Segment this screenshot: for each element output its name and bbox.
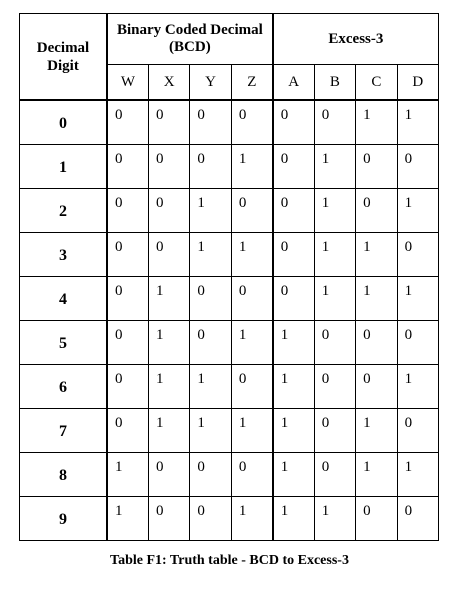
bcd-bit-cell: 0	[148, 100, 189, 144]
excess-3-bit-cell: 1	[356, 452, 397, 496]
bcd-bit-cell: 0	[231, 276, 272, 320]
excess-3-bit-cell: 1	[314, 232, 355, 276]
decimal-digit-cell: 5	[20, 320, 108, 364]
excess-3-bit-cell: 0	[273, 188, 314, 232]
bcd-bit-cell: 0	[148, 232, 189, 276]
bcd-bit-cell: 1	[190, 364, 231, 408]
bcd-bit-cell: 0	[148, 496, 189, 540]
excess-3-bit-cell: 1	[314, 144, 355, 188]
excess-3-bit-cell: 0	[356, 496, 397, 540]
bcd-bit-cell: 1	[231, 408, 272, 452]
excess-3-bit-cell: 0	[356, 364, 397, 408]
table-row	[20, 100, 439, 144]
bcd-bit-cell: 0	[107, 144, 148, 188]
bcd-bit-cell: 0	[190, 276, 231, 320]
bcd-bit-cell: 1	[190, 232, 231, 276]
header-col-a: A	[273, 65, 314, 101]
bcd-bit-cell: 1	[148, 276, 189, 320]
decimal-digit-cell: 9	[20, 496, 108, 540]
bcd-bit-cell: 0	[107, 100, 148, 144]
table-header	[20, 14, 439, 101]
excess-3-bit-cell: 1	[397, 188, 438, 232]
bcd-bit-cell: 1	[107, 452, 148, 496]
bcd-bit-cell: 0	[190, 144, 231, 188]
decimal-digit-cell: 4	[20, 276, 108, 320]
table-row	[20, 144, 439, 188]
bcd-bit-cell: 0	[107, 276, 148, 320]
bcd-bit-cell: 1	[231, 144, 272, 188]
bcd-bit-cell: 0	[148, 452, 189, 496]
excess-3-bit-cell: 0	[314, 408, 355, 452]
excess-3-bit-cell: 0	[397, 320, 438, 364]
bcd-bit-cell: 1	[231, 232, 272, 276]
table-row	[20, 232, 439, 276]
excess-3-bit-cell: 0	[397, 496, 438, 540]
bcd-bit-cell: 0	[107, 188, 148, 232]
header-col-y: Y	[190, 65, 231, 101]
excess-3-bit-cell: 0	[397, 408, 438, 452]
excess-3-bit-cell: 1	[356, 408, 397, 452]
bcd-bit-cell: 1	[148, 408, 189, 452]
excess-3-bit-cell: 0	[273, 144, 314, 188]
bcd-bit-cell: 0	[190, 100, 231, 144]
excess-3-bit-cell: 0	[314, 320, 355, 364]
header-col-c: C	[356, 65, 397, 101]
excess-3-bit-cell: 1	[273, 452, 314, 496]
header-col-d: D	[397, 65, 438, 101]
table-body	[20, 100, 439, 540]
excess-3-bit-cell: 0	[273, 276, 314, 320]
excess-3-bit-cell: 1	[356, 276, 397, 320]
excess-3-bit-cell: 0	[356, 144, 397, 188]
bcd-bit-cell: 0	[231, 364, 272, 408]
excess-3-bit-cell: 0	[314, 100, 355, 144]
excess-3-bit-cell: 1	[356, 100, 397, 144]
decimal-digit-cell: 0	[20, 100, 108, 144]
bcd-bit-cell: 0	[231, 188, 272, 232]
bcd-bit-cell: 1	[190, 188, 231, 232]
excess-3-bit-cell: 1	[314, 276, 355, 320]
truth-table	[19, 13, 439, 541]
header-group-excess-3: Excess-3	[273, 14, 439, 65]
bcd-bit-cell: 1	[148, 364, 189, 408]
decimal-digit-cell: 8	[20, 452, 108, 496]
header-decimal-digit: Decimal Digit	[20, 14, 108, 101]
table-caption: Table F1: Truth table - BCD to Excess-3	[110, 553, 349, 568]
table-row	[20, 364, 439, 408]
bcd-bit-cell: 0	[107, 364, 148, 408]
bcd-bit-cell: 1	[107, 496, 148, 540]
excess-3-bit-cell: 1	[273, 496, 314, 540]
excess-3-bit-cell: 0	[397, 144, 438, 188]
excess-3-bit-cell: 1	[397, 100, 438, 144]
bcd-bit-cell: 0	[231, 452, 272, 496]
excess-3-bit-cell: 0	[356, 320, 397, 364]
header-col-b: B	[314, 65, 355, 101]
header-group-bcd: Binary Coded Decimal (BCD)	[107, 14, 273, 65]
bcd-bit-cell: 0	[190, 320, 231, 364]
table-row	[20, 452, 439, 496]
bcd-bit-cell: 0	[107, 408, 148, 452]
decimal-digit-cell: 6	[20, 364, 108, 408]
excess-3-bit-cell: 1	[397, 452, 438, 496]
bcd-bit-cell: 0	[231, 100, 272, 144]
excess-3-bit-cell: 1	[397, 276, 438, 320]
bcd-bit-cell: 0	[148, 188, 189, 232]
bcd-bit-cell: 1	[231, 496, 272, 540]
excess-3-bit-cell: 1	[356, 232, 397, 276]
decimal-digit-cell: 2	[20, 188, 108, 232]
bcd-bit-cell: 1	[231, 320, 272, 364]
excess-3-bit-cell: 0	[273, 100, 314, 144]
excess-3-bit-cell: 1	[397, 364, 438, 408]
header-col-w: W	[107, 65, 148, 101]
excess-3-bit-cell: 0	[314, 452, 355, 496]
bcd-bit-cell: 0	[190, 452, 231, 496]
decimal-digit-cell: 1	[20, 144, 108, 188]
bcd-bit-cell: 0	[107, 232, 148, 276]
excess-3-bit-cell: 1	[273, 408, 314, 452]
decimal-digit-cell: 3	[20, 232, 108, 276]
table-row	[20, 188, 439, 232]
table-row	[20, 408, 439, 452]
bcd-bit-cell: 0	[148, 144, 189, 188]
excess-3-bit-cell: 1	[314, 496, 355, 540]
bcd-bit-cell: 1	[190, 408, 231, 452]
excess-3-bit-cell: 0	[314, 364, 355, 408]
bcd-bit-cell: 0	[107, 320, 148, 364]
header-col-x: X	[148, 65, 189, 101]
bcd-bit-cell: 1	[148, 320, 189, 364]
excess-3-bit-cell: 0	[356, 188, 397, 232]
excess-3-bit-cell: 1	[273, 320, 314, 364]
bcd-bit-cell: 0	[190, 496, 231, 540]
header-col-z: Z	[231, 65, 272, 101]
excess-3-bit-cell: 0	[397, 232, 438, 276]
decimal-digit-cell: 7	[20, 408, 108, 452]
table-row	[20, 496, 439, 540]
excess-3-bit-cell: 0	[273, 232, 314, 276]
table-row	[20, 276, 439, 320]
excess-3-bit-cell: 1	[273, 364, 314, 408]
table-row	[20, 320, 439, 364]
excess-3-bit-cell: 1	[314, 188, 355, 232]
